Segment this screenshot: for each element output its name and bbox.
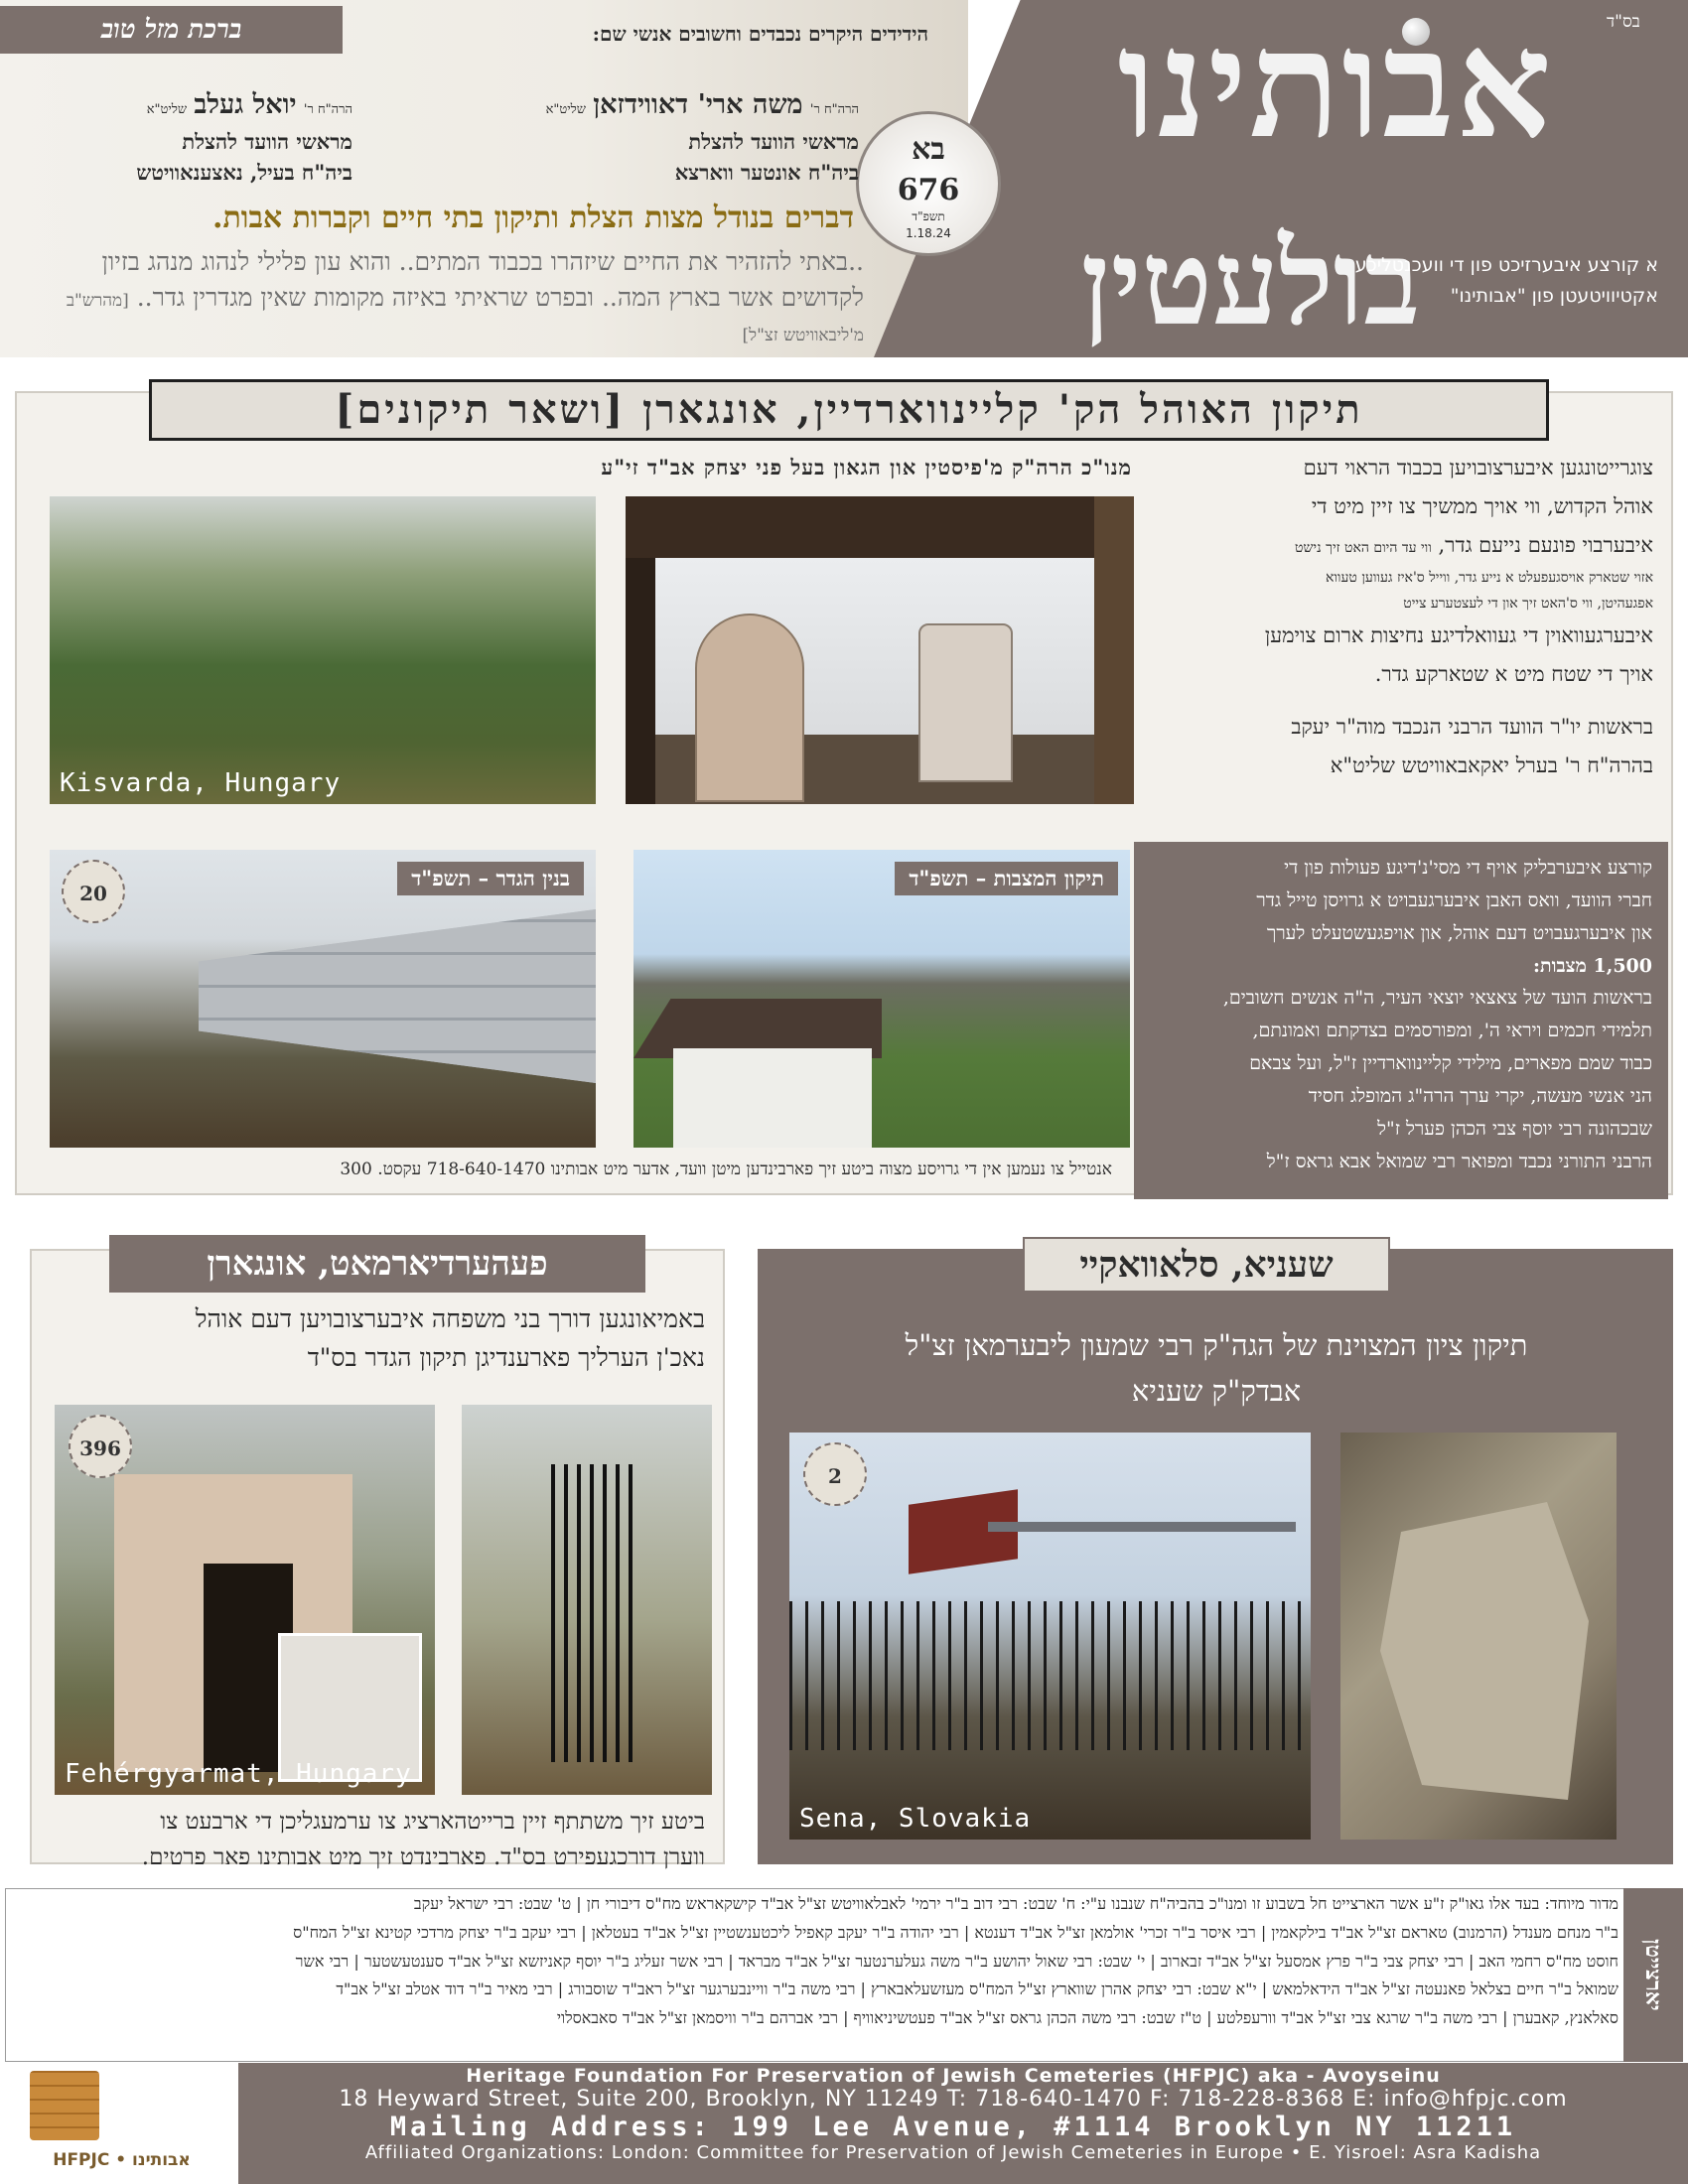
- honoree-line: מראשי הוועד להצלת: [182, 128, 352, 154]
- yahrzeit-line: סאלאנץ, קאבערן | רבי משה ב"ר שרגא צבי זצ"ל אב"ד וורעפלטע | ט"ז שבט: רבי משה הכהן גראס זצ"ל אב"ד פעטשיניאוויף | רבי אברהם ב"ר וויסמאן זצ"ל אב"ד סאבאסלוי: [556, 2008, 1618, 2028]
- greeting-intro: הידידים היקרים נכבדים וחשובים אנשי שם:: [592, 22, 928, 46]
- text-span: איבערבוי פונעם נייעם גדר,: [1438, 533, 1653, 558]
- photo-sena-tziyun: [789, 1433, 1311, 1840]
- photo-new-fence: [50, 850, 596, 1148]
- footer-affiliations: Affiliated Organizations: London: Committee for Preservation of Jewish Cemeteries in Europe • E. Yisroel: Asra Kadisha: [364, 2142, 1542, 2163]
- photo-gate: [462, 1405, 712, 1795]
- photo-caption: Kisvarda, Hungary: [60, 768, 342, 798]
- text-line: כבוד שמם מפארים, מילידי קליינווארדיין ז"ל, ועל צבאם: [1249, 1052, 1652, 1075]
- works-summary-box: [1134, 842, 1668, 1199]
- section3-title: שעניא, סלאוואקיי: [1023, 1237, 1390, 1293]
- honoree-suffix: שליט"א: [545, 102, 586, 117]
- section2-intro: [50, 1300, 705, 1378]
- photo-caption: Sena, Slovakia: [799, 1804, 1032, 1834]
- yahrzeit-tab: יארצייטן: [1623, 1888, 1683, 2062]
- logo-text: HFPJC • אבותינו: [53, 2150, 191, 2170]
- sign-icon: [909, 1489, 1018, 1573]
- footer-mailing-address: Mailing Address: 199 Lee Avenue, #1114 Brooklyn NY 11211: [389, 2112, 1517, 2142]
- mazal-tov-banner: ברכת מזל טוב: [0, 6, 343, 54]
- house-icon: [673, 1048, 872, 1148]
- text-line: הני אנשי מעשה, יקרי ערך הרה"ג המופלג חסיד: [1308, 1085, 1652, 1108]
- fence-icon: [789, 1601, 1311, 1750]
- photo-kisvarda: [50, 496, 596, 804]
- bsd-mark: בס"ד: [1607, 12, 1640, 32]
- photo-broken-stone: [1340, 1433, 1617, 1840]
- honoree-suffix: שליט"א: [146, 102, 188, 117]
- count-stamp: 20: [62, 860, 125, 923]
- honoree-line: ביה"ח אונטער ווארצא: [674, 160, 859, 185]
- photo-fehergyarmat-ohel: [55, 1405, 435, 1795]
- count-stamp: 2: [803, 1442, 867, 1506]
- tombstone-icon: [695, 614, 804, 802]
- yahrzeit-line: חוסט מח"ס רחמי האב | רבי יצחק צבי ב"ר פרץ אמסעל זצ"ל אב"ד זבארוב | י' שבט: רבי שאול יהושע ב"ר משה געלערנטער זצ"ל אב"ד מבראד | רבי אשר זעליג ב"ר יוסף קאניזשא זצ"ל אב"ד סענטעשטער | רבי אשר: [295, 1951, 1618, 1971]
- tombstone-icon: [918, 623, 1013, 782]
- text-line: בראשות הועד של צאצאי יוצאי העיר, ה"ה אנשים חשובים,: [1222, 987, 1652, 1010]
- text-line: אוהל הקדוש, ווי אויך ממשיך צו זיין מיט די: [1311, 494, 1653, 519]
- footer-contact: [248, 2063, 1658, 2163]
- section3-subtitle: [774, 1322, 1658, 1415]
- text-line: בראשות יו"ר הוועד הרבני הנכבד מוה"ר יעקב: [1291, 715, 1653, 740]
- photo-ohel-interior: [626, 496, 1134, 804]
- issue-badge: [856, 111, 1001, 256]
- text-line: ביטע זיך משתתף זיין ברייטהארציג צו ערמעגליכן די ארבעט צו: [160, 1809, 705, 1835]
- masthead-description: א קורצע איבערזיכט פון די וועכנטליכע אקטיוויטעטן פון "אבותינו": [1354, 254, 1658, 308]
- photo-cemetery: [633, 850, 1130, 1148]
- text-line: קורצע איבערבליק אויף די מסי'נ'דיגע פעולות פון די: [1284, 857, 1652, 879]
- yahrzeit-list: [12, 1890, 1618, 2033]
- honoree-card: [516, 85, 859, 189]
- section1-title: תיקון האוהל הק' קליינווארדיין, אונגארן [ושאר תיקונים]: [149, 379, 1549, 441]
- yahrzeit-line: ב"ר מנחם מענדל (הרמנוב) טאראם זצ"ל אב"ד בילקאמין | רבי איסר ב"ר זכרי' אולמאן זצ"ל אב"ד דענטא | רבי יהודה ב"ר יעקב קאפיל ליכטענשטיין זצ"ל אב"ד בעטלאן | רבי יעקב ב"ר יצחק מרדכי קטינא זצ"ל המח"ס: [293, 1922, 1618, 1942]
- count-stamp: 396: [69, 1415, 132, 1478]
- quote-heading: דברים בנודל מצות הצלת ותיקון בתי חיים וקברות אבות.: [212, 201, 854, 235]
- issue-parsha: בא: [912, 132, 945, 167]
- text-span: ווי עד היום האט זיך נישט: [1295, 540, 1432, 557]
- section1-contact-note: אנטייל צו נעמען אין די גרויסע מצוה ביטע זיך פארבינדען מיטן וועד, אדער מיט אבותינו 718-640-1470 עקסט. 300: [340, 1160, 1112, 1179]
- honoree-prefix: הרה"ח ר': [303, 102, 352, 117]
- quote-source: [מהרש"ב מ'ליבאוויטש זצ"ל]: [66, 290, 864, 345]
- fence-icon: [199, 909, 596, 1083]
- footer-address: 18 Heyward Street, Suite 200, Brooklyn, NY 11249 T: 718-640-1470 F: 718-228-8368 E: info@hfpjc.com: [339, 2087, 1568, 2112]
- honoree-line: ביה"ח בעיל, נאצענאוויטש: [136, 160, 352, 185]
- honoree-line: מראשי הוועד להצלת: [688, 128, 859, 154]
- text-line: צוגרייטונגען איבערצובויען בכבוד הראוי דעם: [1303, 456, 1653, 479]
- masthead-title: אבותינו: [1117, 0, 1554, 172]
- text-line: אזוי שטארק אויסגעפעלט א נייע גדר, ווייל ס'איז געווען טעווא: [1325, 570, 1653, 587]
- section1-subtitle: מנו"כ הרה"ק מ'פיסטין און הגאון בעל פני יצחק אב"ד זי"ע: [601, 455, 1132, 479]
- gate-icon: [551, 1464, 635, 1762]
- text-line: חברי הוועד, וואס האבן איבערגעבויט א גרויסן טייל גדר: [1256, 888, 1652, 911]
- text-line: נאכ'ן הערליך פארענדיגן תיקון הגדר בס"ד: [307, 1342, 705, 1372]
- photo-label: תיקון המצבות – תשפ"ד: [895, 862, 1118, 895]
- text-line: שבכהונה רבי יוסף צבי הכהן פערל ז"ל: [1377, 1117, 1652, 1140]
- text-line: באמיאונגען דורך בני משפחה איבערצובויען דעם אוהל: [195, 1304, 705, 1333]
- photo-label: בנין הגדר – תשפ"ד: [397, 862, 584, 895]
- photo-caption: Fehérgyarmat, Hungary: [65, 1759, 412, 1789]
- text-line: תיקון ציון המצוינת של הגה"ק רבי שמעון ליבערמאן זצ"ל: [905, 1328, 1528, 1362]
- yahrzeit-line: שמואל ב"ר חיים בצלאל פאנעטה זצ"ל אב"ד הידאלמאש | י"א שבט: רבי יצחק אהרן שווארץ זצ"ל המח"ס מעזשעלאבארץ | רבי משה ב"ר וויינבערגער זצ"ל ראב"ד שוסבורג | רבי מאיר ב"ר דוד אטלב זצ"ל אב"ד: [336, 1979, 1618, 1999]
- quote-text: ..באתי להזהיר את החיים שיזהרו בכבוד המתים.. והוא עון פלילי לנהוג מנהג בזיון לקדושים אשר בארץ המה.. ובפרט שראיתי באיזה מקומות שאין מגדרין גדר..: [101, 247, 864, 312]
- section2-outro: [50, 1805, 705, 1875]
- text-line: בהרה"ח ר' בערל יאקאבאוויטש שליט"א: [1330, 753, 1653, 778]
- text-line: ווערן דורכגעפירט בס"ד. פארבינדט זיך מיט אבותינו פאר פרטים.: [141, 1843, 705, 1870]
- text-line: 1,500 מצבות:: [1533, 954, 1652, 977]
- honoree-name: משה ארי' דאווידזאן: [593, 89, 803, 120]
- section2-title: פעהערדיארמאט, אונגארן: [109, 1235, 645, 1293]
- text-line: אבדק"ק שעניא: [1131, 1374, 1302, 1409]
- text-line: [1152, 526, 1653, 565]
- issue-date: 1.18.24: [906, 226, 951, 240]
- footer-org-name: Heritage Foundation For Preservation of Jewish Cemeteries (HFPJC) aka - Avoyseinu: [466, 2065, 1441, 2087]
- text-line: אויך די שטח מיט א שטארקע גדר.: [1374, 662, 1653, 687]
- stone-fragment-icon: [1380, 1502, 1589, 1800]
- issue-year: תשפ"ד: [912, 209, 945, 223]
- honoree-name: יואל געלב: [194, 89, 297, 120]
- text-line: איבערגעוואוין די געוואלדיגע נחיצות ארום צוימען: [1264, 623, 1653, 648]
- yahrzeit-line: מדור מיוחד: בעד אלו גאו"ק ז"ע אשר הארצייט חל בשבוע זו ומנו"כ בהביה"ח שנבנו ע"י: ח' שבט: רבי דוב ב"ר ירמי' לאבלאוויטש זצ"ל אב"ד קישקאראש מח"ס דיבורי חן | ט' שבט: רבי ישראל יעקב: [413, 1894, 1618, 1913]
- text-line: און איבערגעבויט דעם אוהל, און אויפגעשטעלט לערך: [1266, 921, 1652, 944]
- section1-text: [1152, 449, 1653, 785]
- masthead-subtitle: בולעטין: [1080, 213, 1420, 351]
- text-line: תלמידי חכמים ויראי ה', ומפורסמים בצדקתם ואמונתם,: [1252, 1020, 1652, 1042]
- text-line: אפגעהיטן, ווי ס'האט זיך און די לעצטערע צייט: [1403, 596, 1653, 613]
- honoree-prefix: הרה"ח ר': [809, 102, 859, 117]
- quote-body: [20, 244, 864, 350]
- brick-wall-logo-icon: [30, 2071, 99, 2140]
- text-line: הרבני התורני נכבד ומפואר רבי שמואל אבא גראס ז"ל: [1266, 1150, 1652, 1172]
- honoree-card: [10, 85, 352, 189]
- issue-number: 676: [897, 173, 960, 207]
